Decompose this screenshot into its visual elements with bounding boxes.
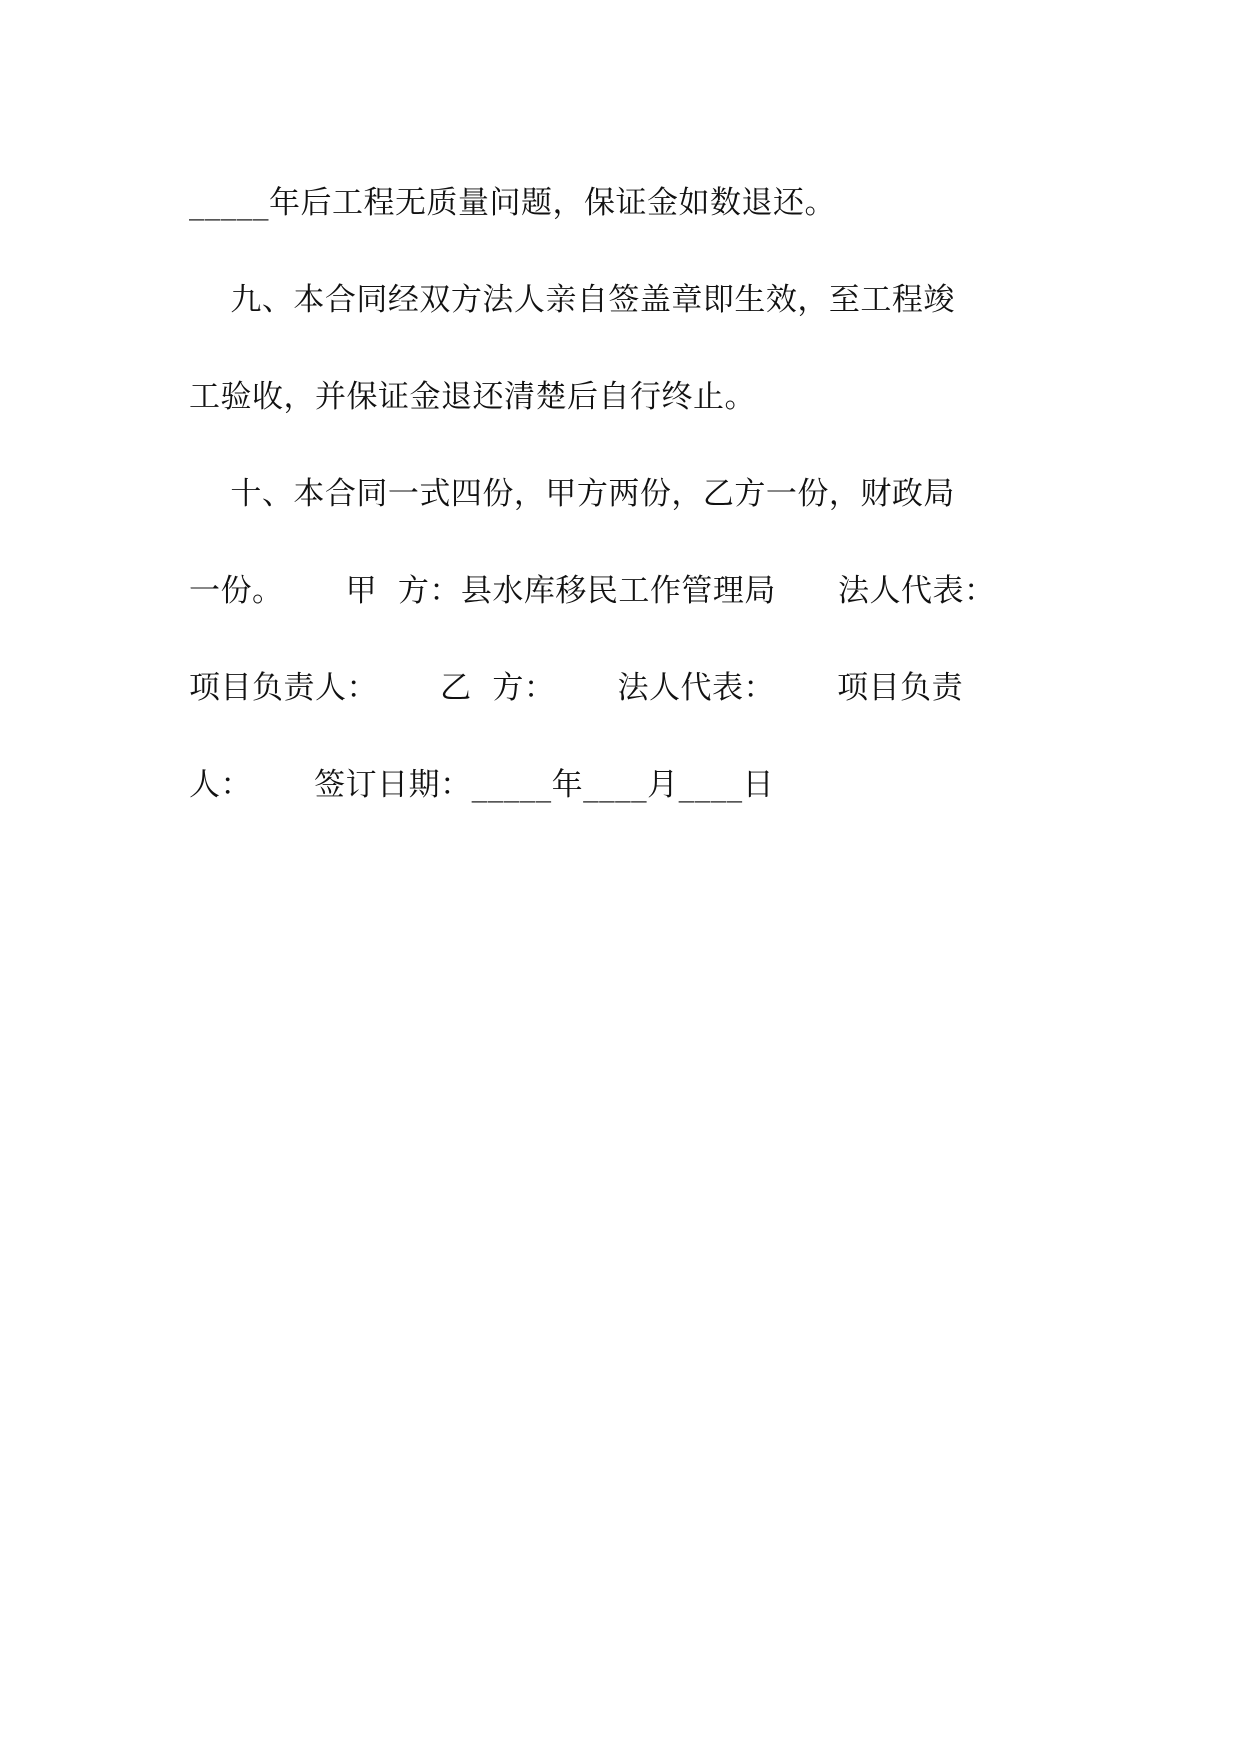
text-line-5: 一份。 甲 方：县水库移民工作管理局 法人代表： — [189, 573, 996, 609]
text-line-4: 十、本合同一式四份，甲方两份，乙方一份，财政局 — [189, 476, 955, 512]
text-line-7: 人： 签订日期：_____年____月____日 — [189, 767, 775, 803]
text-line-3: 工验收，并保证金退还清楚后自行终止。 — [189, 379, 756, 415]
text-line-1: _____年后工程无质量问题，保证金如数退还。 — [189, 185, 836, 221]
text-line-6: 项目负责人： 乙 方： 法人代表： 项目负责 — [189, 670, 964, 706]
text-line-2: 九、本合同经双方法人亲自签盖章即生效，至工程竣 — [189, 282, 955, 318]
